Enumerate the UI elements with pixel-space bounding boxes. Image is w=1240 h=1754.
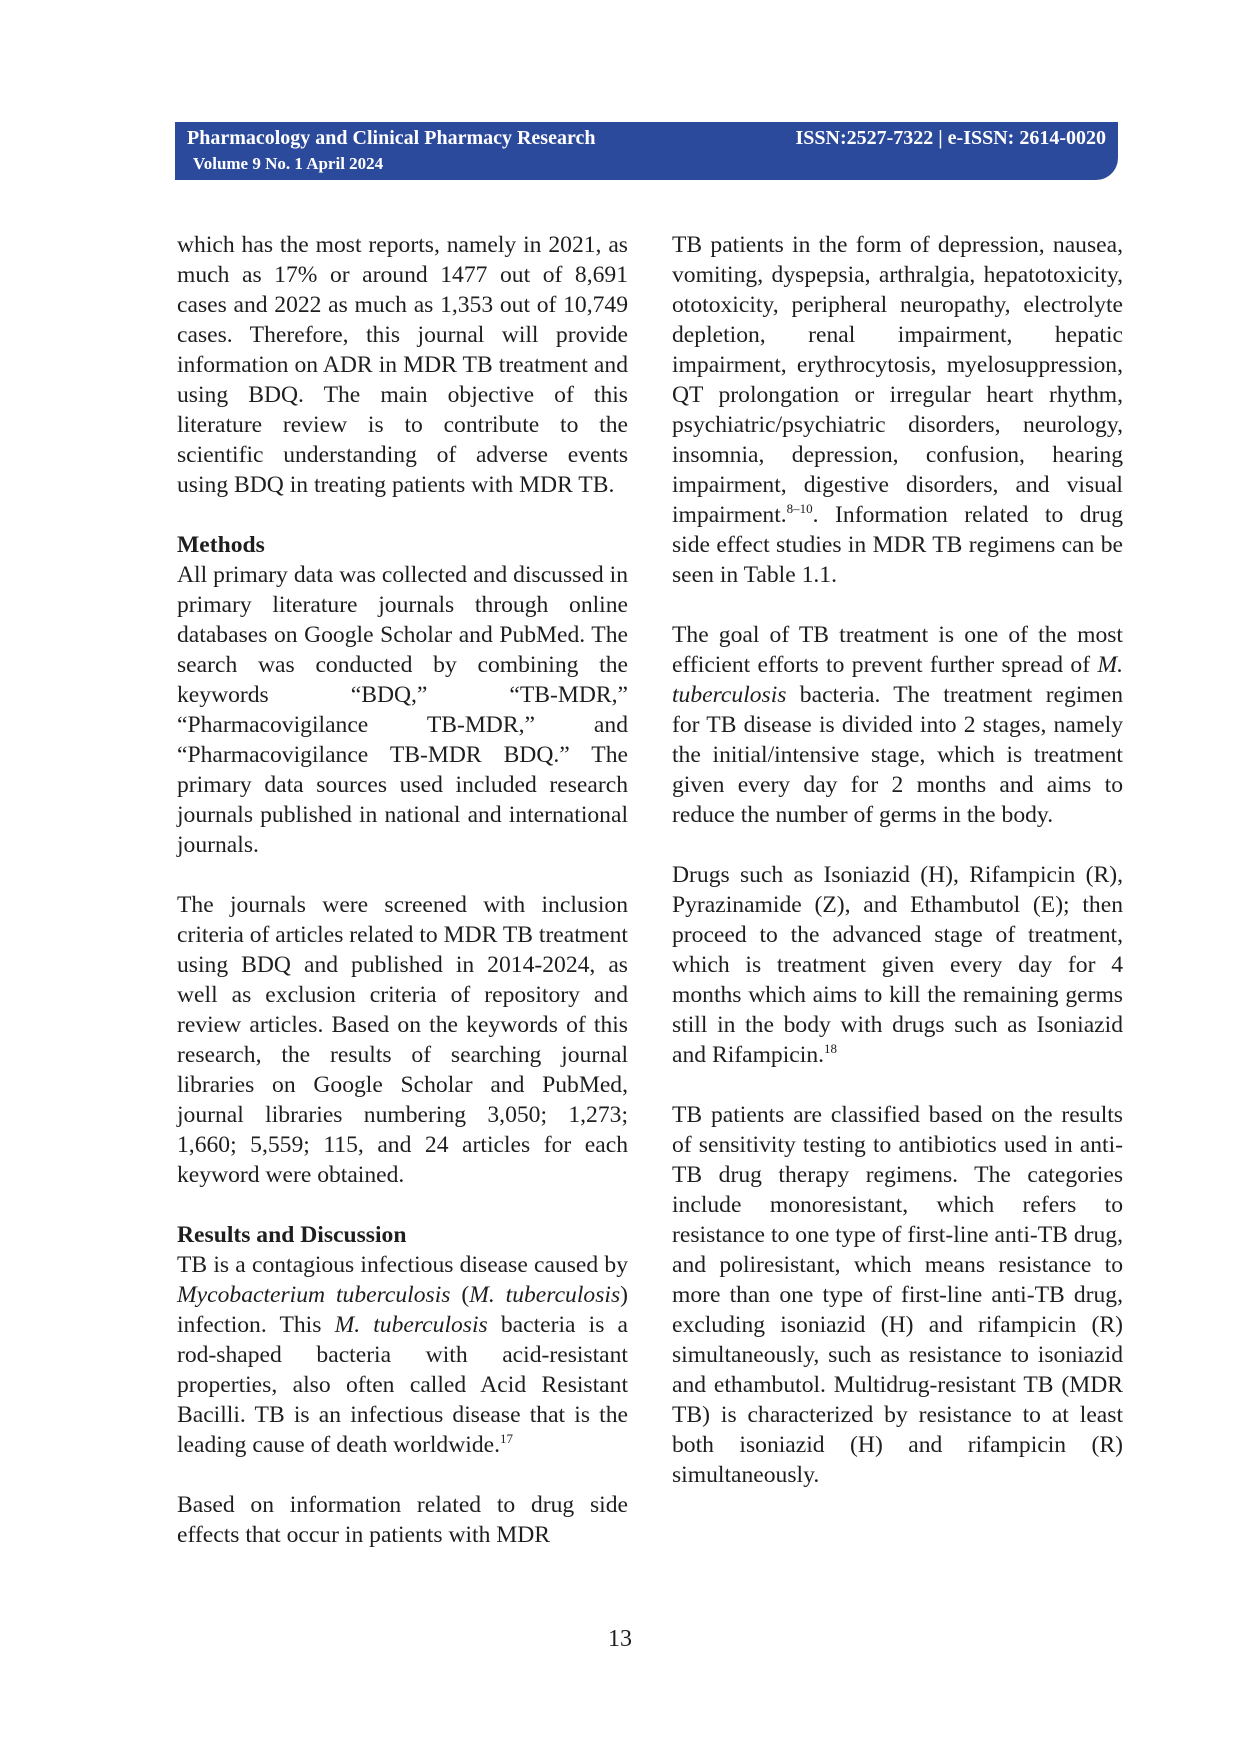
text-run: TB is a contagious infectious disease caused by xyxy=(177,1252,628,1278)
methods-heading: Methods xyxy=(177,532,265,558)
journal-title: Pharmacology and Clinical Pharmacy Research xyxy=(187,127,596,149)
body-paragraph xyxy=(672,230,1123,590)
species-name: Mycobacterium tuberculosis xyxy=(177,1282,451,1308)
journal-issn: ISSN:2527-7322 | e-ISSN: 2614-0020 xyxy=(795,127,1106,149)
text-run: bacteria. The treatment regimen for TB disease is divided into 2 stages, namely the initial/intensive stage, which is treatment given every day for 2 months and aims to reduce the number of germs in the body. xyxy=(672,682,1123,828)
text-run: ) infection. This xyxy=(177,1282,628,1338)
journal-header xyxy=(175,122,1118,180)
species-name: M. tuberculosis xyxy=(672,652,1123,708)
text-run: Drugs such as Isoniazid (H), Rifampicin (R), Pyrazinamide (Z), and Ethambutol (E); then proceed to the advanced stage of treatment, which is treatment given every day for 4 months which aims to kill the remaining germs still in the body with drugs such as Isoniazid and Rifampicin. xyxy=(672,862,1123,1068)
citation-ref: 17 xyxy=(500,1431,513,1446)
page-number: 13 xyxy=(608,1626,632,1652)
methods-paragraph: All primary data was collected and discussed in primary literature journals through online databases on Google Scholar and PubMed. The search was conducted by combining the keywords “BDQ,” “TB-MDR,” “Pharmacovigilance TB-MDR,” and “Pharmacovigilance TB-MDR BDQ.” The primary data sources used included research journals published in national and international journals. xyxy=(177,562,628,858)
left-column xyxy=(177,230,628,1550)
citation-ref: 18 xyxy=(824,1041,838,1056)
citation-ref: 8–10 xyxy=(786,501,813,516)
body-paragraph xyxy=(672,860,1123,1070)
text-run: The goal of TB treatment is one of the most efficient efforts to prevent further spread of xyxy=(672,622,1123,678)
results-paragraph xyxy=(177,1250,628,1460)
species-name: M. tuberculosis xyxy=(469,1282,621,1308)
body-paragraph: TB patients are classified based on the results of sensitivity testing to antibiotics used in anti-TB drug therapy regimens. The categories include monoresistant, which refers to resistance to one type of first-line anti-TB drug, and poliresistant, which means resistance to more than one type of first-line anti-TB drug, excluding isoniazid (H) and rifampicin (R) simultaneously, such as resistance to isoniazid and ethambutol. Multidrug-resistant TB (MDR TB) is characterized by resistance to at least both isoniazid (H) and rifampicin (R) simultaneously. xyxy=(672,1102,1123,1488)
results-heading: Results and Discussion xyxy=(177,1222,407,1248)
species-name: M. tuberculosis xyxy=(334,1312,488,1338)
text-run: TB patients in the form of depression, nausea, vomiting, dyspepsia, arthralgia, hepatotoxicity, ototoxicity, peripheral neuropathy, electrolyte depletion, renal impairment, hepatic impairment, erythrocytosis, myelosuppression, QT prolongation or irregular heart rhythm, psychiatric/psychiatric disorders, neurology, insomnia, depression, confusion, hearing impairment, digestive disorders, and visual impairment. xyxy=(672,232,1123,528)
body-paragraph xyxy=(672,620,1123,830)
results-paragraph: Based on information related to drug side effects that occur in patients with MDR xyxy=(177,1492,628,1548)
methods-paragraph: The journals were screened with inclusion criteria of articles related to MDR TB treatment using BDQ and published in 2014-2024, as well as exclusion criteria of repository and review articles. Based on the keywords of this research, the results of searching journal libraries on Google Scholar and PubMed, journal libraries numbering 3,050; 1,273; 1,660; 5,559; 115, and 24 articles for each keyword were obtained. xyxy=(177,892,628,1188)
text-run: . Information related to drug side effect studies in MDR TB regimens can be seen in Table 1.1. xyxy=(672,502,1123,588)
text-run: bacteria is a rod-shaped bacteria with acid-resistant properties, also often called Acid Resistant Bacilli. TB is an infectious disease that is the leading cause of death worldwide. xyxy=(177,1312,629,1458)
text-run: ( xyxy=(450,1282,470,1308)
right-column xyxy=(672,230,1123,1490)
intro-paragraph: which has the most reports, namely in 2021, as much as 17% or around 1477 out of 8,691 cases and 2022 as much as 1,353 out of 10,749 cases. Therefore, this journal will provide information on ADR in MDR TB treatment and using BDQ. The main objective of this literature review is to contribute to the scientific understanding of adverse events using BDQ in treating patients with MDR TB. xyxy=(177,232,628,498)
journal-volume: Volume 9 No. 1 April 2024 xyxy=(193,154,384,173)
